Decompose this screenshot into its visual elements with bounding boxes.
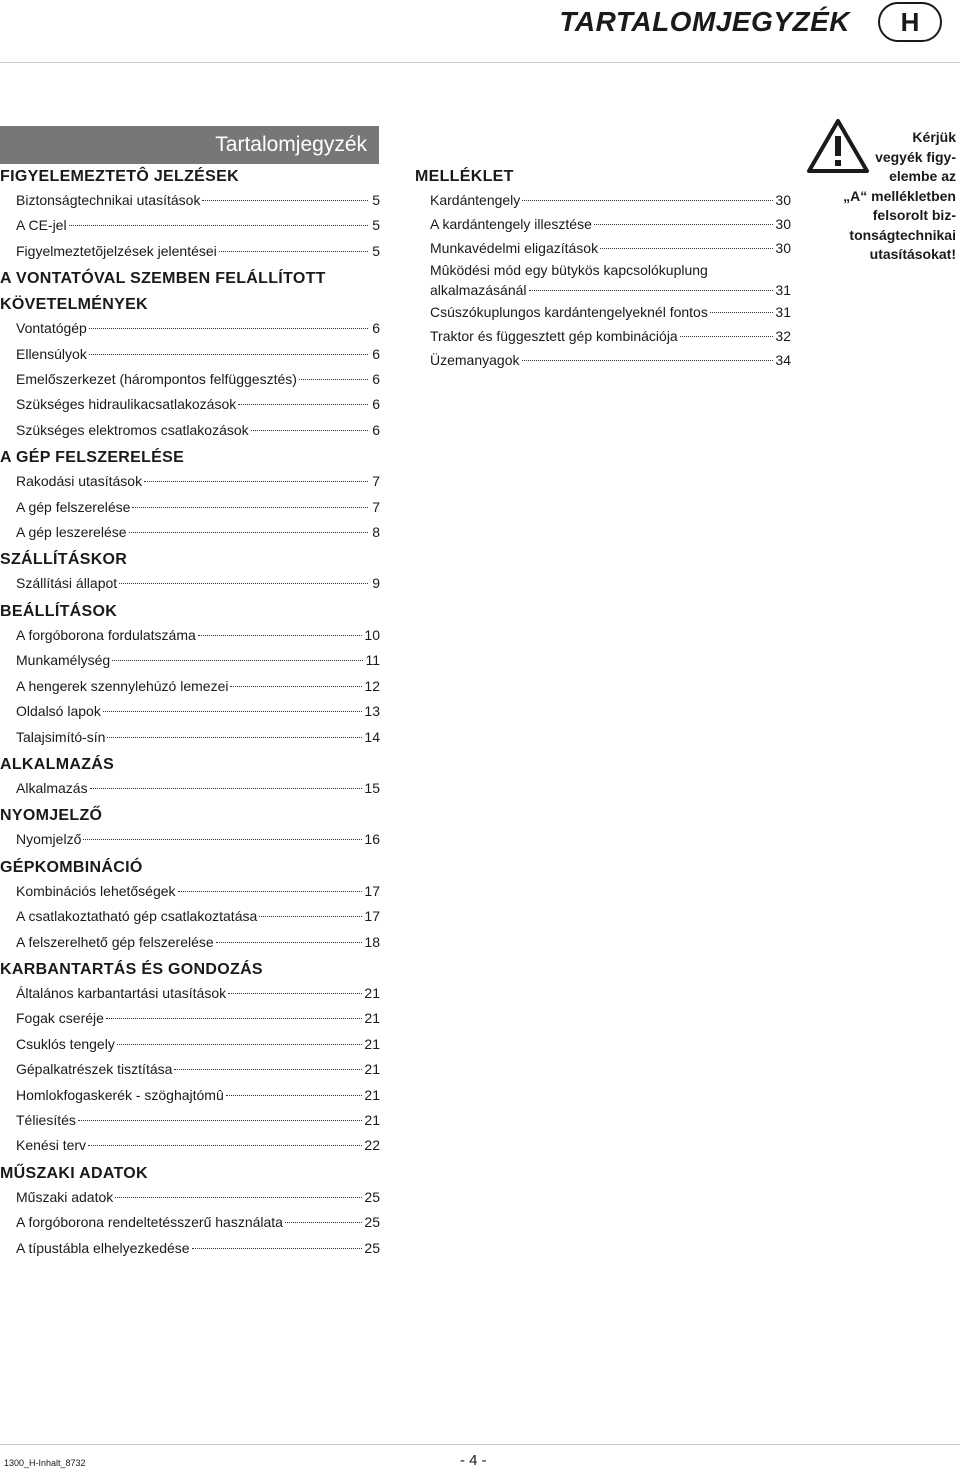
toc-leader-dots bbox=[216, 942, 363, 943]
toc-entry[interactable] bbox=[0, 930, 380, 955]
toc-entry[interactable] bbox=[0, 725, 380, 750]
toc-entry-label: Szállítási állapot bbox=[16, 575, 118, 592]
toc-entry[interactable] bbox=[0, 623, 380, 648]
toc-entry[interactable] bbox=[415, 260, 791, 300]
toc-entry-label: Ellensúlyok bbox=[16, 345, 87, 362]
toc-entry-page: 32 bbox=[775, 328, 791, 344]
toc-entry[interactable] bbox=[0, 1236, 380, 1261]
toc-entry-page: 11 bbox=[365, 652, 380, 669]
toc-leader-dots bbox=[117, 1044, 363, 1045]
toc-entry-page: 21 bbox=[364, 1111, 380, 1128]
toc-leader-dots bbox=[285, 1222, 362, 1223]
toc-leader-dots bbox=[115, 1197, 362, 1198]
toc-entry-label: A típustábla elhelyezkedése bbox=[16, 1239, 190, 1256]
toc-entry-label: Üzemanyagok bbox=[430, 352, 520, 368]
toc-entry[interactable] bbox=[0, 674, 380, 699]
toc-entry-page: 34 bbox=[775, 352, 791, 368]
section-heading: GÉPKOMBINÁCIÓ bbox=[0, 858, 143, 876]
warning-line: Kérjük bbox=[912, 129, 956, 145]
toc-entry[interactable] bbox=[415, 324, 791, 348]
section-heading: FIGYELEMEZTETÔ JELZÉSEK bbox=[0, 168, 239, 185]
toc-entry-label: Kenési terv bbox=[16, 1137, 87, 1154]
toc-entry-page: 13 bbox=[364, 703, 380, 720]
toc-entry-page: 22 bbox=[364, 1137, 380, 1154]
toc-leader-dots bbox=[299, 379, 368, 380]
toc-leader-dots bbox=[251, 430, 368, 431]
toc-entry-page: 25 bbox=[364, 1188, 380, 1205]
header-title: TARTALOMJEGYZÉK bbox=[559, 6, 850, 37]
toc-entry-page: 6 bbox=[372, 320, 380, 337]
toc-entry-page: 15 bbox=[364, 779, 380, 796]
toc-entry-page: 30 bbox=[775, 192, 791, 208]
language-badge: H bbox=[878, 2, 942, 42]
toc-entry-page: 5 bbox=[372, 242, 380, 259]
toc-entry-page: 5 bbox=[372, 192, 380, 208]
toc-entry-label: Rakodási utasítások bbox=[16, 473, 143, 490]
toc-entry-label: Homlokfogaskerék - szöghajtómû bbox=[16, 1086, 224, 1103]
section-heading: SZÁLLÍTÁSKOR bbox=[0, 551, 128, 569]
toc-entry-label: Vontatógép bbox=[16, 320, 87, 337]
toc-entry[interactable] bbox=[0, 1057, 380, 1082]
toc-entry-page: 18 bbox=[364, 933, 380, 950]
warning-line: elembe az bbox=[889, 168, 956, 184]
toc-leader-dots bbox=[202, 200, 368, 201]
toc-entry[interactable] bbox=[0, 367, 380, 392]
toc-entry-label: Fogak cseréje bbox=[16, 1010, 104, 1027]
toc-entry[interactable] bbox=[0, 469, 380, 494]
toc-leader-dots bbox=[198, 635, 363, 636]
toc-entry-page: 21 bbox=[364, 1010, 380, 1027]
toc-entry[interactable] bbox=[0, 879, 380, 904]
toc-entry-label: A gép leszerelése bbox=[16, 524, 127, 541]
section-heading: KARBANTARTÁS ÉS GONDOZÁS bbox=[0, 960, 263, 978]
toc-entry-page: 30 bbox=[775, 240, 791, 256]
toc-entry-label: A forgóborona rendeltetésszerű használata bbox=[16, 1214, 283, 1231]
toc-entry[interactable] bbox=[0, 316, 380, 341]
toc-leader-dots bbox=[230, 686, 362, 687]
toc-entry-page: 21 bbox=[364, 1086, 380, 1103]
warning-line: felsorolt biz- bbox=[872, 207, 956, 223]
toc-left-column bbox=[0, 166, 380, 1261]
toc-entry-page: 8 bbox=[372, 524, 380, 541]
toc-entry-label-cont: alkalmazásánál bbox=[430, 282, 527, 298]
toc-leader-dots bbox=[522, 200, 773, 201]
toc-entry[interactable] bbox=[0, 776, 380, 801]
section-heading: MŰSZAKI ADATOK bbox=[0, 1164, 148, 1182]
toc-entry-label: A forgóborona fordulatszáma bbox=[16, 626, 196, 643]
section-heading: BEÁLLÍTÁSOK bbox=[0, 602, 118, 620]
toc-entry-label: A CE-jel bbox=[16, 217, 67, 234]
toc-entry-label: Szükséges hidraulikacsatlakozások bbox=[16, 396, 237, 413]
toc-entry-page: 5 bbox=[372, 217, 380, 234]
toc-leader-dots bbox=[238, 404, 368, 405]
toc-entry[interactable] bbox=[0, 239, 380, 264]
toc-appendix-column bbox=[415, 162, 791, 372]
toc-entry-label: Emelőszerkezet (hárompontos felfüggesztés) bbox=[16, 371, 297, 388]
toc-entry[interactable] bbox=[0, 904, 380, 929]
toc-entry-page: 31 bbox=[775, 282, 791, 298]
toc-entry[interactable] bbox=[0, 342, 380, 367]
toc-entry-page: 25 bbox=[364, 1214, 380, 1231]
section-heading: ALKALMAZÁS bbox=[0, 755, 115, 773]
warning-line: utasításokat! bbox=[869, 246, 956, 262]
section-heading: A GÉP FELSZERELÉSE bbox=[0, 449, 185, 467]
toc-leader-dots bbox=[89, 328, 368, 329]
toc-entry-label: Műszaki adatok bbox=[16, 1188, 114, 1205]
toc-entry-page: 9 bbox=[372, 575, 380, 592]
toc-entry[interactable] bbox=[0, 981, 380, 1006]
toc-entry-label: Csuklós tengely bbox=[16, 1035, 115, 1052]
toc-entry[interactable] bbox=[0, 1185, 380, 1210]
toc-entry-label: Mûködési mód egy bütykös kapcsolókuplung bbox=[430, 262, 708, 278]
toc-entry[interactable] bbox=[0, 1108, 380, 1133]
page-header bbox=[0, 0, 960, 50]
toc-entry[interactable] bbox=[0, 392, 380, 417]
toc-entry-label: Oldalsó lapok bbox=[16, 703, 101, 720]
toc-entry[interactable] bbox=[0, 648, 380, 673]
toc-entry-page: 6 bbox=[372, 396, 380, 413]
toc-leader-dots bbox=[594, 224, 774, 225]
toc-entry-label: Munkavédelmi eligazítások bbox=[430, 240, 599, 256]
toc-entry-label: Traktor és függesztett gép kombinációja bbox=[430, 328, 678, 344]
toc-leader-dots bbox=[112, 660, 363, 661]
document-code: 1300_H-Inhalt_8732 bbox=[4, 1458, 86, 1468]
toc-leader-dots bbox=[259, 916, 362, 917]
toc-entry[interactable] bbox=[0, 1133, 380, 1158]
toc-entry[interactable] bbox=[0, 571, 380, 596]
toc-entry-label: Általános karbantartási utasítások bbox=[16, 984, 227, 1001]
toc-leader-dots bbox=[178, 891, 363, 892]
toc-entry[interactable] bbox=[0, 1006, 380, 1031]
toc-entry-label: A felszerelhető gép felszerelése bbox=[16, 933, 214, 950]
toc-leader-dots bbox=[83, 839, 362, 840]
toc-entry-page: 17 bbox=[364, 882, 380, 899]
warning-text bbox=[806, 128, 956, 265]
toc-entry-label: Csúszókuplungos kardántengelyeknél fontos bbox=[430, 304, 708, 320]
toc-entry-page: 7 bbox=[372, 498, 380, 515]
toc-leader-dots bbox=[103, 711, 363, 712]
toc-entry[interactable] bbox=[415, 348, 791, 372]
toc-leader-dots bbox=[680, 336, 774, 337]
toc-entry-label: Szükséges elektromos csatlakozások bbox=[16, 421, 249, 438]
section-heading: NYOMJELZŐ bbox=[0, 807, 103, 825]
toc-entry-label: A kardántengely illesztése bbox=[430, 216, 592, 232]
toc-entry-page: 6 bbox=[372, 371, 380, 388]
warning-line: vegyék figy- bbox=[875, 148, 956, 165]
toc-entry-page: 16 bbox=[364, 831, 380, 848]
toc-leader-dots bbox=[106, 1018, 362, 1019]
toc-entry-page: 21 bbox=[364, 1035, 380, 1052]
toc-entry-label: Nyomjelző bbox=[16, 831, 82, 848]
toc-leader-dots bbox=[129, 532, 368, 533]
toc-entry-label: Figyelmeztetõjelzések jelentései bbox=[16, 242, 217, 259]
footer-divider bbox=[0, 1444, 960, 1445]
toc-entry[interactable] bbox=[0, 827, 380, 852]
toc-leader-dots bbox=[144, 481, 368, 482]
toc-leader-dots bbox=[69, 225, 368, 226]
toc-entry-label: Biztonságtechnikai utasítások bbox=[16, 192, 201, 208]
warning-line: tonságtechnikai bbox=[849, 226, 956, 243]
toc-leader-dots bbox=[132, 507, 368, 508]
toc-entry-label: Alkalmazás bbox=[16, 779, 88, 796]
toc-leader-dots bbox=[228, 993, 362, 994]
toc-leader-dots bbox=[219, 251, 368, 252]
toc-leader-dots bbox=[226, 1095, 363, 1096]
toc-entry-label: A hengerek szennylehúzó lemezei bbox=[16, 677, 229, 694]
appendix-entries bbox=[415, 188, 791, 372]
toc-entry-label: Kardántengely bbox=[430, 192, 521, 208]
section-heading-cont: KÖVETELMÉNYEK bbox=[0, 296, 148, 314]
toc-entry-page: 7 bbox=[372, 473, 380, 490]
toc-entry-page: 25 bbox=[364, 1239, 380, 1256]
toc-leader-dots bbox=[88, 1145, 362, 1146]
toc-entry-page: 6 bbox=[372, 345, 380, 362]
toc-entry[interactable] bbox=[0, 699, 380, 724]
toc-leader-dots bbox=[174, 1069, 362, 1070]
toc-entry-label: Munkamélység bbox=[16, 652, 111, 669]
toc-entry[interactable] bbox=[0, 495, 380, 520]
toc-leader-dots bbox=[78, 1120, 363, 1121]
toc-entry-label: Téliesítés bbox=[16, 1111, 76, 1128]
toc-entry[interactable] bbox=[0, 1083, 380, 1108]
toc-entry[interactable] bbox=[415, 300, 791, 324]
page-number: - 4 - bbox=[460, 1452, 487, 1469]
toc-entry-label: Talajsimító-sín bbox=[16, 728, 106, 745]
toc-leader-dots bbox=[119, 583, 368, 584]
warning-line: „A“ mellékletben bbox=[843, 187, 956, 204]
toc-leader-dots bbox=[522, 360, 774, 361]
toc-leader-dots bbox=[89, 354, 368, 355]
toc-leader-dots bbox=[529, 290, 774, 291]
toc-entry[interactable] bbox=[0, 1210, 380, 1235]
toc-entry[interactable] bbox=[0, 418, 380, 443]
toc-entry-page: 30 bbox=[775, 216, 791, 232]
header-divider bbox=[0, 62, 960, 63]
toc-entry-page: 12 bbox=[364, 677, 380, 694]
toc-entry[interactable] bbox=[0, 213, 380, 238]
toc-leader-dots bbox=[107, 737, 362, 738]
toc-entry-page: 31 bbox=[775, 304, 791, 320]
toc-leader-dots bbox=[192, 1248, 363, 1249]
toc-entry-line2 bbox=[430, 280, 791, 300]
toc-entry[interactable] bbox=[415, 188, 791, 212]
toc-entry-page: 17 bbox=[364, 908, 380, 925]
toc-entry-page: 6 bbox=[372, 421, 380, 438]
toc-entry[interactable] bbox=[0, 1032, 380, 1057]
toc-entry[interactable] bbox=[0, 520, 380, 545]
toc-entry-page: 21 bbox=[364, 984, 380, 1001]
toc-entry-label: A csatlakoztatható gép csatlakoztatása bbox=[16, 908, 258, 925]
toc-leader-dots bbox=[600, 248, 773, 249]
toc-entry[interactable] bbox=[415, 212, 791, 236]
toc-entry[interactable] bbox=[415, 236, 791, 260]
toc-leader-dots bbox=[710, 312, 774, 313]
toc-leader-dots bbox=[90, 788, 363, 789]
toc-entry-label: A gép felszerelése bbox=[16, 498, 131, 515]
toc-entry-label: Kombinációs lehetőségek bbox=[16, 882, 176, 899]
toc-entry-page: 21 bbox=[364, 1061, 380, 1078]
toc-entry-page: 14 bbox=[364, 728, 380, 745]
toc-entry-label: Gépalkatrészek tisztítása bbox=[16, 1061, 173, 1078]
section-heading: A VONTATÓVAL SZEMBEN FELÁLLÍTOTT bbox=[0, 270, 326, 288]
toc-title: Tartalomjegyzék bbox=[0, 126, 379, 164]
toc-entry[interactable] bbox=[0, 188, 380, 213]
appendix-heading: MELLÉKLET bbox=[415, 168, 514, 185]
toc-entry-page: 10 bbox=[364, 626, 380, 643]
